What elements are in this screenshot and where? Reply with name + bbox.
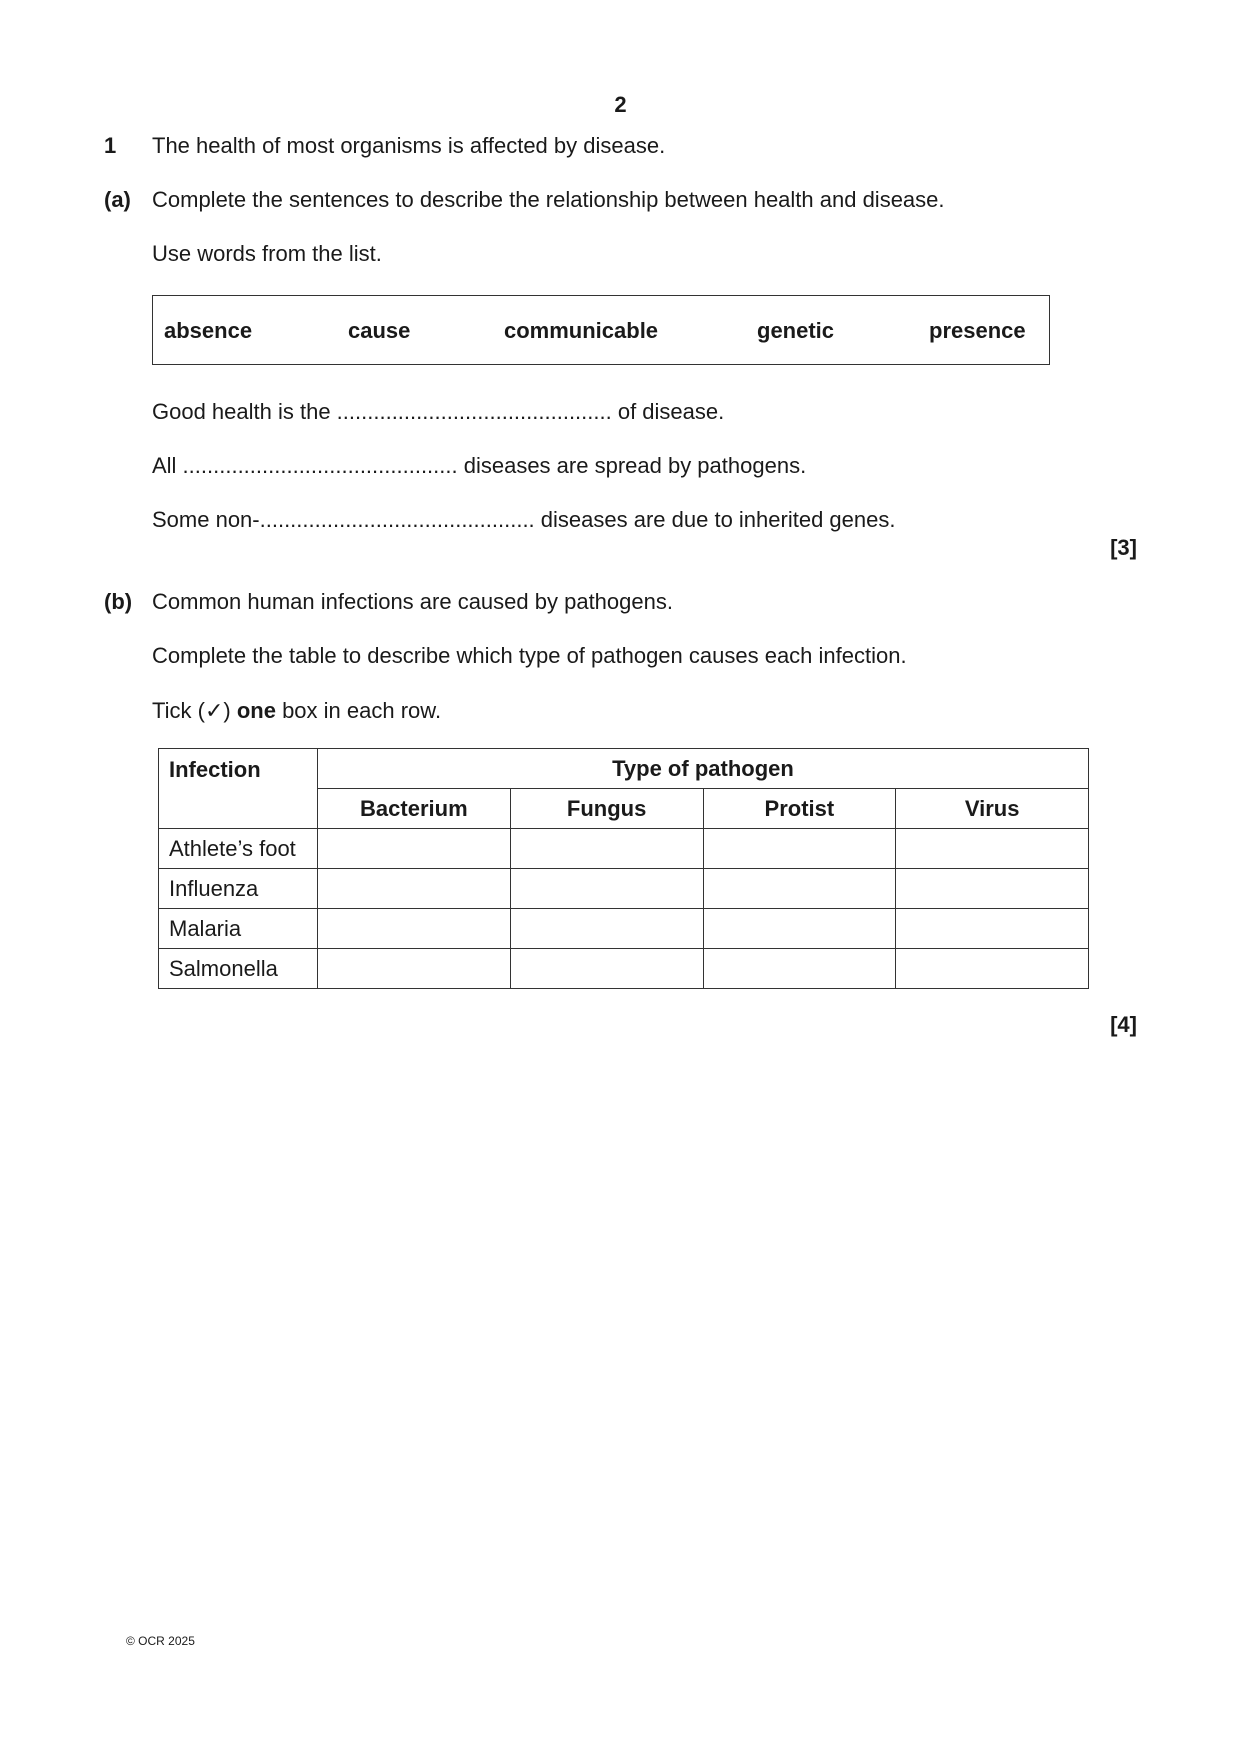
tick-box-fungus[interactable] bbox=[510, 909, 703, 949]
infection-name: Salmonella bbox=[159, 949, 318, 989]
pathogen-table bbox=[158, 748, 1089, 989]
tick-prefix: Tick (✓) bbox=[152, 698, 237, 723]
part-b-marks: [4] bbox=[1110, 1012, 1137, 1037]
infection-name: Malaria bbox=[159, 909, 318, 949]
column-header-fungus: Fungus bbox=[510, 789, 703, 829]
word-option: cause bbox=[348, 318, 411, 343]
part-b-stem: Common human infections are caused by pathogens. bbox=[152, 589, 673, 614]
part-b-label: (b) bbox=[104, 589, 133, 614]
tick-box-virus[interactable] bbox=[896, 869, 1089, 909]
table-row bbox=[159, 869, 1089, 909]
tick-emphasis: one bbox=[236, 698, 276, 723]
tick-box-bacterium[interactable] bbox=[317, 869, 510, 909]
tick-box-protist[interactable] bbox=[703, 949, 896, 989]
tick-box-bacterium[interactable] bbox=[317, 949, 510, 989]
tick-box-virus[interactable] bbox=[896, 909, 1089, 949]
tick-box-virus[interactable] bbox=[896, 829, 1089, 869]
table-row bbox=[159, 949, 1089, 989]
sentence-1: Good health is the ............................................. of disease. bbox=[152, 399, 725, 424]
infection-name: Athlete’s foot bbox=[159, 829, 318, 869]
part-a-instruction: Complete the sentences to describe the relationship between health and disease. bbox=[152, 187, 945, 212]
word-option: presence bbox=[929, 318, 1026, 343]
table-row bbox=[159, 909, 1089, 949]
page-number: 2 bbox=[614, 92, 627, 117]
word-option: communicable bbox=[504, 318, 659, 343]
infection-header: Infection bbox=[159, 749, 318, 829]
sentence-3: Some non-............................................. diseases are due to inherited genes. bbox=[152, 507, 896, 532]
part-a-label: (a) bbox=[104, 187, 131, 212]
tick-box-virus[interactable] bbox=[896, 949, 1089, 989]
tick-box-protist[interactable] bbox=[703, 829, 896, 869]
tick-box-fungus[interactable] bbox=[510, 869, 703, 909]
table-row bbox=[159, 829, 1089, 869]
word-option: absence bbox=[164, 318, 253, 343]
question-stem: The health of most organisms is affected by disease. bbox=[152, 133, 666, 158]
sentence-2: All ............................................. diseases are spread by pathogens. bbox=[152, 453, 807, 478]
column-header-bacterium: Bacterium bbox=[317, 789, 510, 829]
tick-box-bacterium[interactable] bbox=[317, 829, 510, 869]
infection-name: Influenza bbox=[159, 869, 318, 909]
tick-suffix: box in each row. bbox=[275, 698, 442, 723]
table-header-row bbox=[159, 749, 1089, 789]
tick-box-fungus[interactable] bbox=[510, 949, 703, 989]
part-a-sub-instruction: Use words from the list. bbox=[152, 241, 382, 266]
column-header-protist: Protist bbox=[703, 789, 896, 829]
copyright: © OCR 2025 bbox=[126, 1634, 195, 1648]
tick-instruction bbox=[152, 698, 441, 724]
part-b-instruction: Complete the table to describe which type of pathogen causes each infection. bbox=[152, 643, 907, 668]
pathogen-type-header: Type of pathogen bbox=[317, 749, 1088, 789]
column-header-virus: Virus bbox=[896, 789, 1089, 829]
tick-box-protist[interactable] bbox=[703, 869, 896, 909]
question-number: 1 bbox=[104, 133, 117, 158]
tick-box-bacterium[interactable] bbox=[317, 909, 510, 949]
tick-box-fungus[interactable] bbox=[510, 829, 703, 869]
word-list-box bbox=[152, 295, 1050, 365]
part-a-marks: [3] bbox=[1110, 535, 1137, 560]
word-option: genetic bbox=[757, 318, 835, 343]
tick-box-protist[interactable] bbox=[703, 909, 896, 949]
